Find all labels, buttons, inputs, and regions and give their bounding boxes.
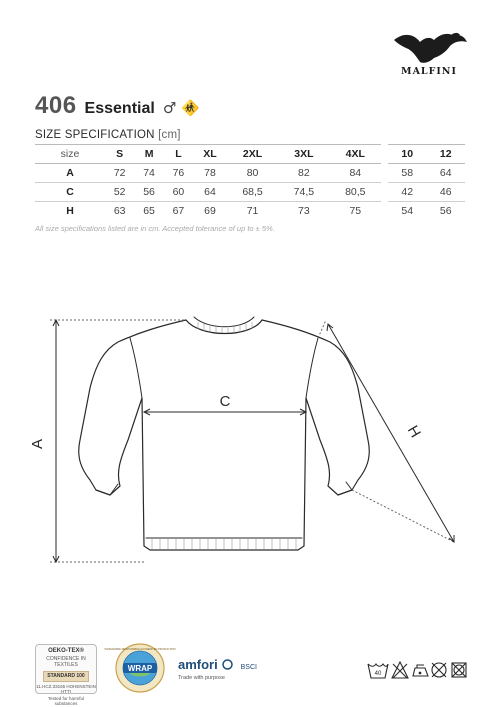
table-cell: 54 [401, 205, 414, 217]
table-cell: 60 [164, 183, 193, 202]
oeko-title: OEKO-TEX® [48, 648, 84, 654]
size-header-label: size [35, 145, 105, 164]
size-spec-heading [35, 129, 181, 141]
size-col-header: 4XL [330, 145, 381, 164]
table-cell: 73 [298, 205, 310, 217]
no-bleach-icon [392, 662, 408, 678]
oeko-code: 11.HCZ.33165 HOHENSTEIN HTTI [36, 684, 96, 694]
bsci-label: BSCI [240, 664, 257, 671]
oeko-tex-badge [35, 644, 97, 706]
brand-name: MALFINI [401, 66, 457, 77]
table-cell: 74,5 [278, 183, 329, 202]
size-col-header: M [134, 145, 163, 164]
dimension-a-label: A [29, 438, 46, 450]
table-cell: 80,5 [330, 183, 381, 202]
amfori-bsci-logo [178, 656, 258, 686]
row-label: H [66, 205, 74, 217]
table-row [388, 202, 465, 221]
dimension-c-label: C [219, 393, 231, 410]
table-cell: 75 [349, 205, 362, 217]
row-label: C [35, 183, 105, 202]
size-col-header: 3XL [278, 145, 329, 164]
iron-icon [413, 665, 428, 676]
table-row [35, 164, 381, 183]
table-cell: 67 [172, 205, 185, 217]
table-header-row [388, 145, 465, 164]
tolerance-note: All size specifications listed are in cm. Accepted tolerance of up to ± 5%. [35, 224, 275, 233]
size-col-header: S [105, 145, 134, 164]
table-cell: 46 [427, 183, 466, 202]
table-cell: 56 [439, 205, 452, 217]
size-col-header: 10 [388, 145, 427, 164]
product-name: Essential [84, 100, 155, 117]
oeko-standard: STANDARD 100 [43, 671, 89, 682]
care-symbols [366, 654, 470, 686]
size-col-header: 2XL [227, 145, 278, 164]
table-cell: 42 [388, 183, 427, 202]
sweatshirt-diagram [0, 290, 500, 590]
wrap-ring-text: WORLDWIDE RESPONSIBLE ACCREDITED PRODUCTION [104, 648, 176, 651]
wrap-logo [104, 642, 176, 694]
wash-temp: 40 [374, 671, 382, 677]
product-code: 406 [35, 92, 77, 119]
no-dry-clean-icon [432, 663, 446, 677]
size-spec-unit: [cm] [158, 129, 181, 141]
dimension-h-label: H [403, 422, 424, 441]
bsci-circle-icon [222, 659, 233, 670]
size-col-header: XL [193, 145, 227, 164]
table-cell: 78 [193, 164, 227, 183]
table-cell: 68,5 [227, 183, 278, 202]
table-header-row [35, 145, 381, 164]
table-cell: 82 [278, 164, 329, 183]
oeko-subtitle: CONFIDENCE IN TEXTILES [46, 656, 86, 668]
table-cell: 52 [105, 183, 134, 202]
table-cell: 65 [143, 205, 155, 217]
table-cell: 64 [193, 183, 227, 202]
malfini-logo [388, 28, 468, 88]
size-spec-title: SIZE SPECIFICATION [35, 129, 155, 141]
amfori-name: amfori [178, 657, 218, 672]
size-col-header: L [164, 145, 193, 164]
gender-icons: ♂ 🚸 [162, 99, 200, 117]
table-cell: 74 [134, 164, 163, 183]
table-cell: 76 [164, 164, 193, 183]
oeko-tested: Tested for harmful substances [47, 696, 84, 706]
certifications-footer [0, 640, 500, 706]
table-cell: 58 [388, 164, 427, 183]
table-cell: 69 [204, 205, 216, 217]
table-row [35, 202, 381, 221]
sweatshirt-outline [79, 320, 370, 550]
amfori-tagline: Trade with purpose [178, 675, 225, 681]
table-cell: 56 [134, 183, 163, 202]
kids-size-table [388, 144, 465, 220]
table-cell: 63 [113, 205, 126, 217]
wrap-name: WRAP [127, 664, 153, 673]
adult-size-table [35, 144, 381, 220]
product-title [35, 92, 200, 120]
table-cell: 72 [105, 164, 134, 183]
eagle-icon [390, 28, 468, 66]
table-cell: 84 [330, 164, 381, 183]
table-cell: 71 [246, 205, 259, 217]
no-tumble-dry-icon [452, 663, 466, 677]
size-col-header: 12 [427, 145, 466, 164]
table-row [35, 183, 381, 202]
table-row [388, 183, 465, 202]
table-cell: 80 [227, 164, 278, 183]
table-cell: 64 [427, 164, 466, 183]
row-label: A [35, 164, 105, 183]
table-row [388, 164, 465, 183]
